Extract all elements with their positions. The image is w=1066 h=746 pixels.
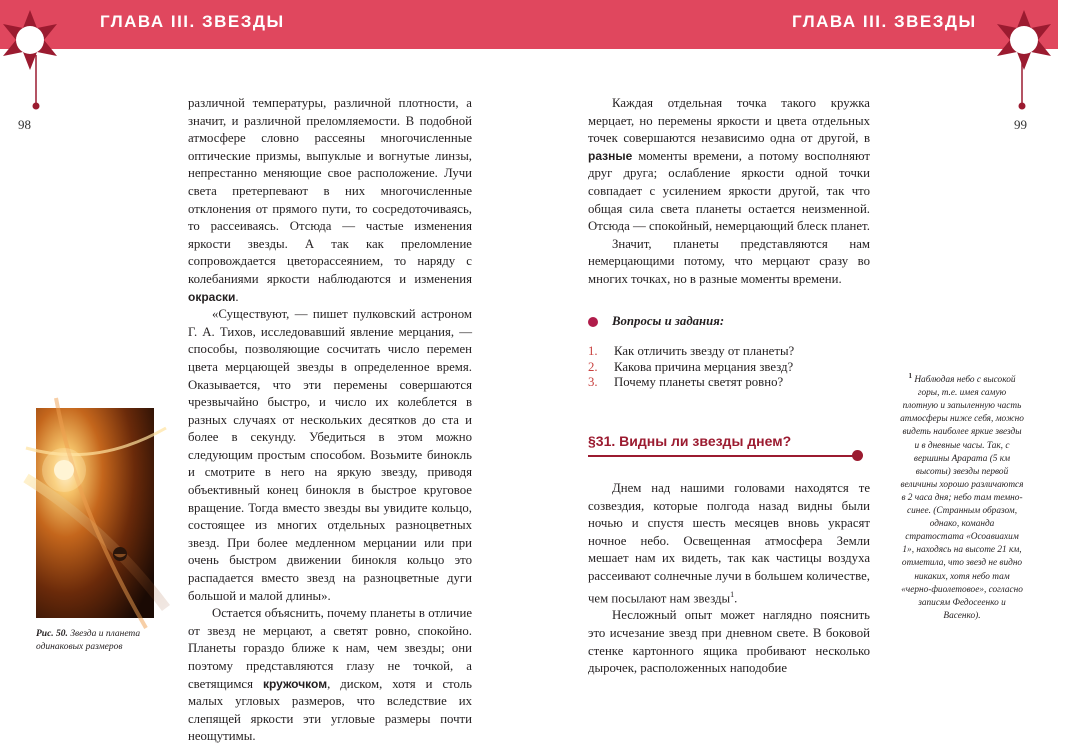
footnote xyxy=(900,370,1024,623)
quote-paragraph: «Существуют, — пишет пулковский астроном Г. А. Тихов, исследовавший явление мерцания, — способы, позволяющие сосчитать число перемен цвета мерцающей звезды в определенное время. Оказывается, что эти перемены совершаются чрезвычайно быстро, и число их колеблется в разных случаях от нескольких десятков до ста и более в секунду. Убедиться в этом можно следующим простым способом. Возьмите бинокль и смотрите в него на яркую звезду, приводя объективный конец бинокля в быстрое круговое вращение. Тогда вместо звезды вы увидите кольцо, состоящее из многих отдельных разноцветных звезд. При более медленном мерцании или при очень быстром движении бинокля кольцо это распадается вместо звезд на разноцветные дуги большой и малой длины». xyxy=(188,307,472,603)
page-number-left: 98 xyxy=(18,117,31,132)
footnote-text: Наблюдая небо с высокой горы, т.е. имея самую плотную и запыленную часть атмосферы ниже себя, можно видеть наиболее яркие звезды и в дневные часы. Так, с вершины Арарата (5 км высоты) звезды первой величины хорошо различаются в 2 часа дня; небо там темно-синее. (Странным образом, однако, команда стратостата «Осоавиахим 1», находясь на высоте 21 км, отметила, что звезд не видно никаких, хотя небо там «черно-фиолетовое», согласно записям Федосеенко и Васенко). xyxy=(900,375,1024,621)
paragraph: различной температуры, различной плотности, а значит, и различной преломляемости. В подобной атмосфере словно рассеяны многочисленные оптические призмы, выпуклые и вогнутые линзы, непрестанно меняющие свое расположение. Лучи света претерпевают в них многочисленные отклонения от прямого пути, то сосредоточиваясь, то рассеиваясь. Отсюда — частые изменения яркости звезды. А так как преломление сопровождается цветорассеянием, то наряду с колебаниями яркости наблюдаются и изменения окраски. xyxy=(188,96,472,304)
keyword: окраски xyxy=(188,289,236,304)
paragraph: Каждая отдельная точка такого кружка мерцает, но перемены яркости и цвета отдельных точек совершаются независимо одна от другой, в разные моменты времени, а потому восполняют друг друга; ослабление яркости одной точки совпадает с усилением яркости другой, так что общая сила света планеты остается неизменной. Отсюда — спокойный, немерцающий блеск планет. xyxy=(588,96,870,234)
chapter-title-left: ГЛАВА III. ЗВЕЗДЫ xyxy=(100,12,285,31)
section-heading: §31. Видны ли звезды днем? xyxy=(588,431,870,457)
footnote-mark: 1 xyxy=(908,372,912,380)
chapter-title-right: ГЛАВА III. ЗВЕЗДЫ xyxy=(792,12,977,31)
figure-caption xyxy=(36,628,176,654)
figure-label: Рис. 50. xyxy=(36,629,68,639)
left-text-column xyxy=(188,95,472,746)
section-text-column xyxy=(588,480,870,678)
star-ornament-left-icon xyxy=(0,0,72,115)
questions-bullet-icon xyxy=(588,317,598,327)
star-planet-illustration xyxy=(36,408,154,618)
chapter-header-band xyxy=(0,0,1058,49)
keyword: кружочком xyxy=(262,676,328,691)
section-rule-dot-icon xyxy=(852,450,863,461)
questions-list xyxy=(588,344,870,391)
question-item: 2. Какова причина мерцания звезд? xyxy=(588,359,794,374)
page-number-right: 99 xyxy=(1014,117,1027,132)
keyword: разные xyxy=(588,148,633,163)
paragraph: Днем над нашими головами находятся те созвездия, которые полгода назад видны были ночью и спустя шесть месяцев вновь украсят ночное небо. Освещенная атмосфера Земли мешает нам их видеть, так как частицы воздуха рассеивают солнечные лучи в большем количестве, чем посылают нам звезды$^1$. xyxy=(588,481,870,605)
right-text-column xyxy=(588,95,870,289)
star-ornament-right-icon xyxy=(994,0,1066,115)
footnote-reference: 1 xyxy=(730,589,735,599)
paragraph: Остается объяснить, почему планеты в отличие от звезд не мерцают, а светят ровно, спокойно. Планеты гораздо ближе к нам, чем звезды; они поэтому представляются глазу не точкой, а светящимся кружочком, диском, хотя и столь малых угловых размеров, что вследствие их слепящей яркости эти угловые размеры почти неощутимы. xyxy=(188,606,472,744)
paragraph: Значит, планеты представляются нам немерцающими потому, что мерцают сразу во многих точках, но в разные моменты времени. xyxy=(588,236,870,286)
section-rule xyxy=(588,455,858,457)
figure-caption-text: Звезда и планета одинаковых размеров xyxy=(36,629,141,652)
paragraph: Несложный опыт может наглядно пояснить это исчезание звезд при дневном свете. В боковой стенке картонного ящика пробивают несколько дырочек, расположенных наподобие xyxy=(588,608,870,676)
question-item: 3. Почему планеты светят ровно? xyxy=(588,375,784,389)
question-item: 1. Как отличить звезду от планеты? xyxy=(588,344,795,358)
